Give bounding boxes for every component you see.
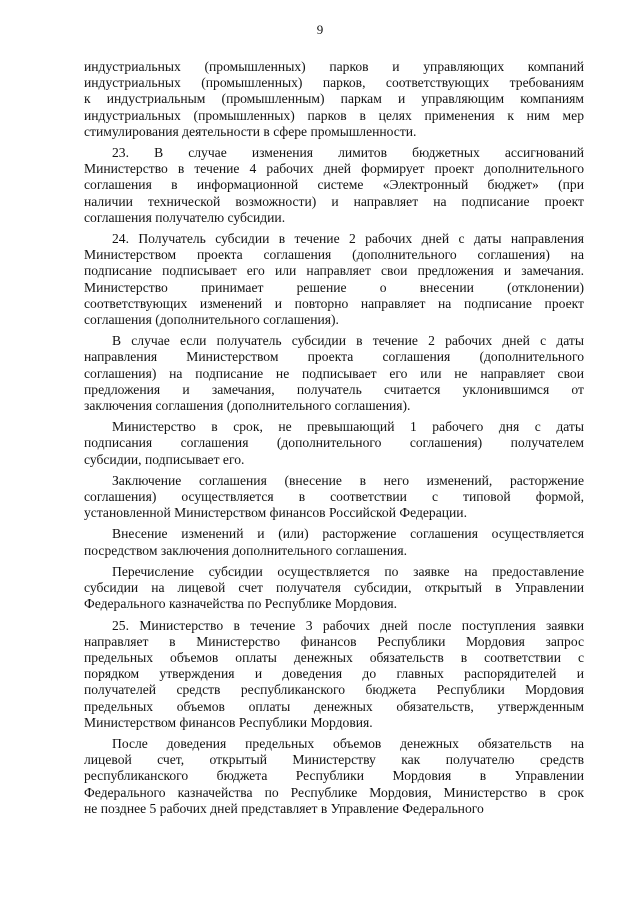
text-line: 25. Министерство в течение 3 рабочих дней после поступления заявки bbox=[112, 617, 584, 633]
text-line: соглашения получателю субсидии. bbox=[84, 209, 286, 225]
text-line: субсидии на лицевой счет получателя субсидии, открытый в Управлении bbox=[84, 580, 584, 596]
text-line: соглашения) осуществляется в соответствии с типовой формой, bbox=[84, 489, 584, 505]
text-line: Федерального казначейства по Республике Мордовия, Министерство в срок bbox=[84, 784, 584, 800]
text-line: индустриальных (промышленных) парков и управляющих компаний bbox=[84, 59, 584, 74]
text-line: установленной Министерством финансов Российской Федерации. bbox=[84, 505, 467, 521]
text-line: Министерством финансов Республики Мордовия. bbox=[84, 714, 373, 730]
text-line: После доведения предельных объемов денежных обязательств на bbox=[112, 735, 584, 751]
text-line: соответствующих изменений и повторно направляет на подписание проект bbox=[84, 295, 584, 311]
paragraph bbox=[84, 333, 584, 414]
text-line: к индустриальным (промышленным) паркам и управляющим компаниям bbox=[84, 91, 584, 107]
text-line: подписание подписывает его или направляет свои предложения и замечания. bbox=[84, 263, 584, 279]
text-line: предельных объемов оплаты денежных обязательств, утвержденным bbox=[84, 698, 584, 714]
text-line: Внесение изменений и (или) расторжение соглашения осуществляется bbox=[112, 526, 584, 542]
text-line: Перечисление субсидии осуществляется по заявке на предоставление bbox=[112, 563, 584, 579]
paragraph bbox=[84, 419, 584, 468]
paragraph bbox=[84, 59, 584, 140]
text-line: Министерство в срок, не превышающий 1 рабочего дня с даты bbox=[112, 419, 584, 435]
text-line: 23. В случае изменения лимитов бюджетных ассигнований bbox=[112, 145, 584, 161]
text-line: стимулирования деятельности в сфере промышленности. bbox=[84, 123, 417, 139]
text-line: предложения и замечания, получатель считается уклонившимся от bbox=[84, 381, 584, 397]
text-line: наличии технической возможности) и направляет на подписание проект bbox=[84, 193, 584, 209]
text-line: Министерством проекта соглашения (дополнительного соглашения) на bbox=[84, 247, 584, 263]
text-line: Министерство принимает решение о внесении (отклонении) bbox=[84, 279, 584, 295]
paragraph bbox=[84, 145, 584, 226]
text-line: соглашения в информационной системе «Электронный бюджет» (при bbox=[84, 177, 584, 193]
paragraph bbox=[84, 526, 584, 558]
text-line: индустриальных (промышленных) парков в целях применения к ним мер bbox=[84, 107, 584, 123]
text-line: Федерального казначейства по Республике Мордовия. bbox=[84, 596, 398, 612]
paragraph bbox=[84, 564, 584, 613]
text-line: получателей средств республиканского бюджета Республики Мордовия bbox=[84, 682, 584, 698]
text-line: подписания соглашения (дополнительного соглашения) получателем bbox=[84, 435, 584, 451]
paragraph bbox=[84, 736, 584, 817]
text-line: посредством заключения дополнительного соглашения. bbox=[84, 542, 407, 558]
text-line: соглашения) на подписание не подписывает его или не направляет свои bbox=[84, 365, 584, 381]
text-line: субсидии, подписывает его. bbox=[84, 451, 245, 467]
text-line: индустриальных (промышленных) парков, соответствующих требованиям bbox=[84, 75, 584, 91]
text-line: лицевой счет, открытый Министерству как получателю средств bbox=[84, 752, 584, 768]
text-line: 24. Получатель субсидии в течение 2 рабочих дней с даты направления bbox=[112, 231, 584, 247]
text-line: не позднее 5 рабочих дней представляет в Управление Федерального bbox=[84, 800, 484, 816]
document-body bbox=[84, 59, 584, 822]
text-line: республиканского бюджета Республики Мордовия в Управлении bbox=[84, 768, 584, 784]
text-line: направляет в Министерство финансов Республики Мордовия запрос bbox=[84, 633, 584, 649]
text-line: заключения соглашения (дополнительного соглашения). bbox=[84, 398, 411, 414]
text-line: Министерство в течение 4 рабочих дней формирует проект дополнительного bbox=[84, 161, 584, 177]
text-line: направления Министерством проекта соглашения (дополнительного bbox=[84, 349, 584, 365]
text-line: порядком утверждения и доведения до главных распорядителей и bbox=[84, 666, 584, 682]
text-line: Заключение соглашения (внесение в него изменений, расторжение bbox=[112, 472, 584, 488]
paragraph bbox=[84, 618, 584, 731]
text-line: В случае если получатель субсидии в течение 2 рабочих дней с даты bbox=[112, 333, 584, 349]
text-line: предельных объемов оплаты денежных обязательств в соответствии с bbox=[84, 649, 584, 665]
paragraph bbox=[84, 473, 584, 522]
page-number: 9 bbox=[316, 22, 324, 37]
paragraph bbox=[84, 231, 584, 328]
text-line: соглашения (дополнительного соглашения). bbox=[84, 312, 339, 328]
